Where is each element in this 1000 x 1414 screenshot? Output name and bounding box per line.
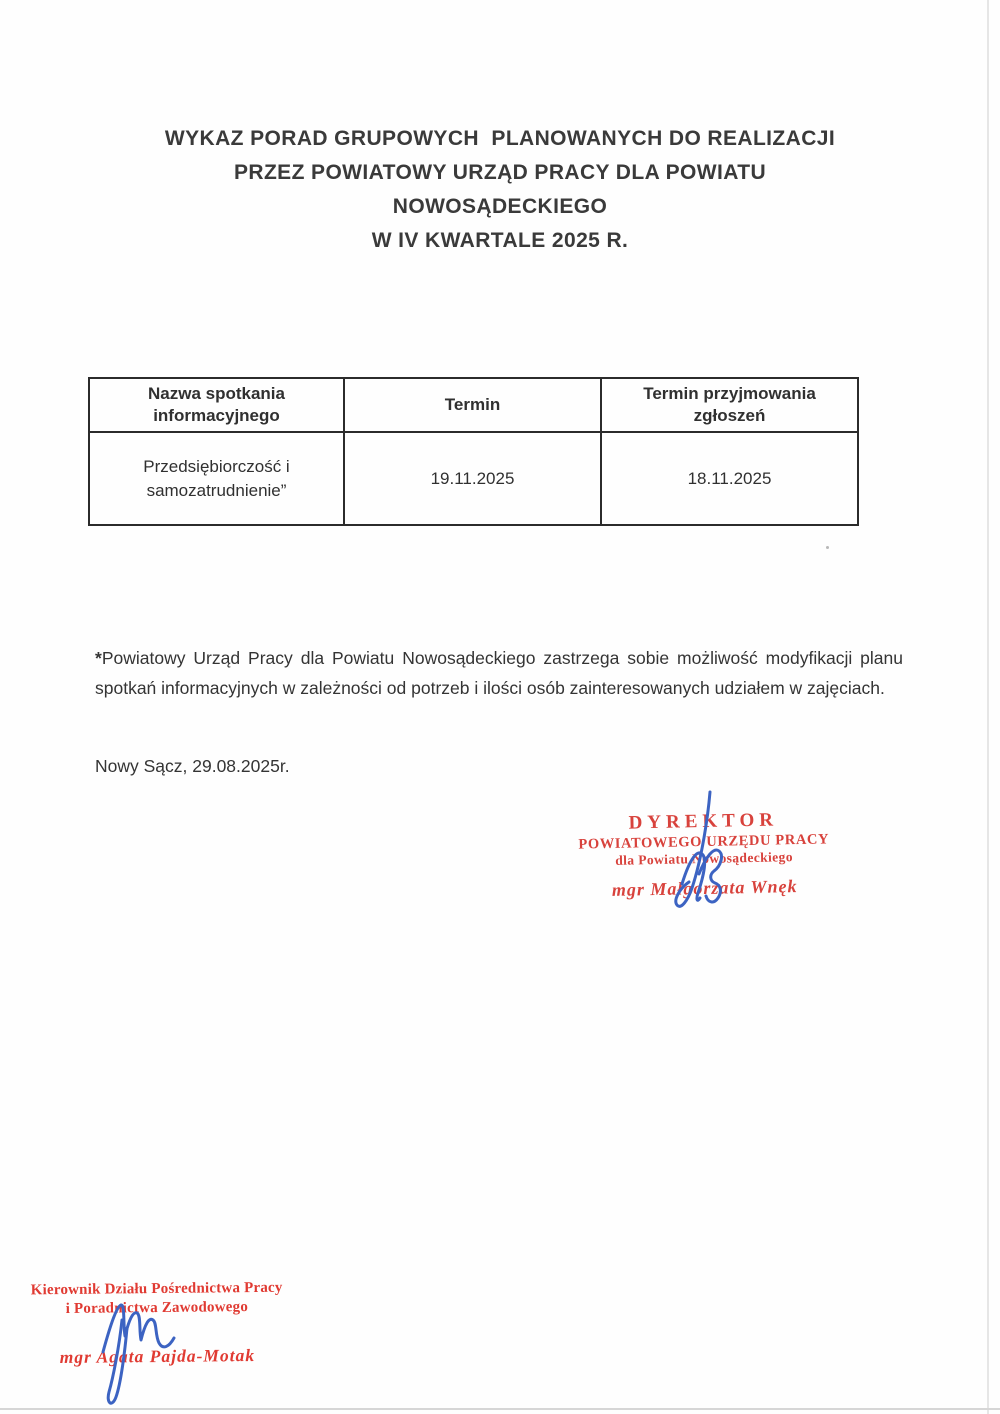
cell-meeting-name: Przedsiębiorczość i samozatrudnienie” bbox=[89, 432, 344, 525]
footnote-text bbox=[95, 644, 903, 703]
cell-registration-deadline: 18.11.2025 bbox=[601, 432, 858, 525]
place-date: Nowy Sącz, 29.08.2025r. bbox=[95, 756, 290, 776]
column-header-date: Termin bbox=[344, 378, 601, 432]
footnote-body: Powiatowy Urząd Pracy dla Powiatu Nowosądeckiego zastrzega sobie możliwość modyfikacji planu spotkań informacyjnych w zależności od potrzeb i ilości osób zainteresowanych udziałem w zajęciach. bbox=[95, 648, 903, 698]
cell-date: 19.11.2025 bbox=[344, 432, 601, 525]
director-stamp bbox=[557, 807, 851, 902]
scan-speck bbox=[826, 546, 829, 549]
manager-stamp-title-1: Kierownik Działu Pośrednictwa Pracy bbox=[30, 1279, 283, 1299]
director-stamp-district: dla Powiatu Nowosądeckiego bbox=[615, 849, 794, 868]
director-stamp-office: POWIATOWEGO URZĘDU PRACY bbox=[578, 831, 830, 853]
schedule-table bbox=[88, 377, 859, 526]
title-line-1: WYKAZ PORAD GRUPOWYCH PLANOWANYCH DO REALIZACJI bbox=[164, 127, 836, 150]
table-row bbox=[89, 432, 858, 525]
footnote-marker: * bbox=[95, 648, 102, 668]
manager-stamp bbox=[28, 1279, 287, 1369]
director-stamp-title: DYREKTOR bbox=[628, 809, 779, 834]
column-header-registration-deadline: Termin przyjmowania zgłoszeń bbox=[601, 378, 858, 432]
manager-stamp-title-2: i Poradnictwa Zawodowego bbox=[65, 1299, 249, 1317]
document-title bbox=[0, 122, 1000, 258]
scan-edge-artifact-right bbox=[987, 0, 989, 1414]
column-header-meeting-name: Nazwa spotkania informacyjnego bbox=[89, 378, 344, 432]
director-stamp-name: mgr Małgorzata Wnęk bbox=[611, 876, 798, 900]
scan-edge-artifact-bottom bbox=[0, 1408, 1000, 1410]
title-line-4: W IV KWARTALE 2025 R. bbox=[371, 229, 629, 252]
manager-stamp-name: mgr Agata Pajda-Motak bbox=[59, 1344, 256, 1368]
table-header-row bbox=[89, 378, 858, 432]
title-line-2: PRZEZ POWIATOWY URZĄD PRACY DLA POWIATU bbox=[233, 161, 767, 184]
title-line-3: NOWOSĄDECKIEGO bbox=[392, 195, 608, 218]
